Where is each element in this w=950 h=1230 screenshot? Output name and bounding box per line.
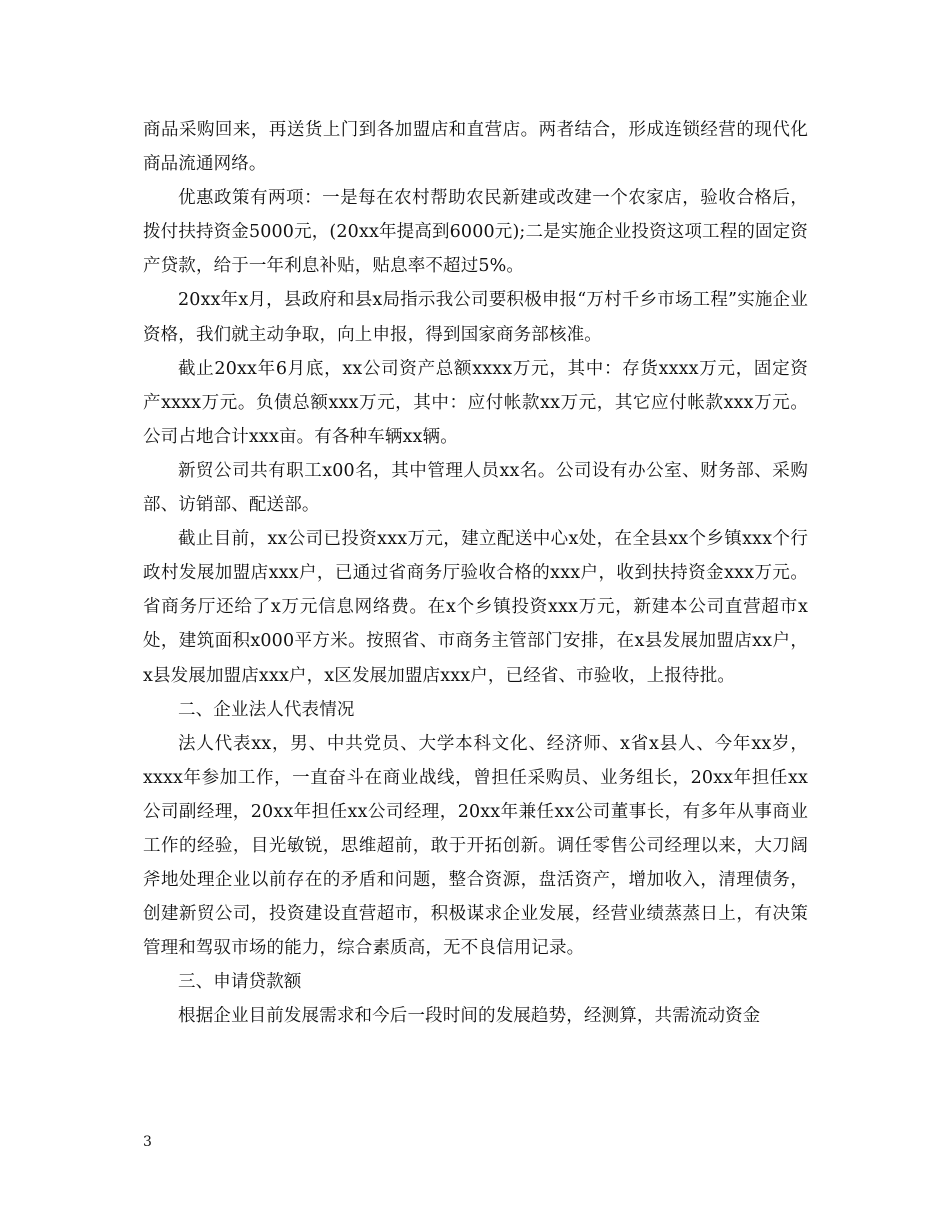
section-heading-loan-amount: 三、申请贷款额 (178, 972, 302, 993)
page-number: 3 (143, 1134, 152, 1150)
paragraph-assets: 截止20xx年6月底，xx公司资产总额xxxx万元，其中：存货xxxx万元，固定资产xxxx万元。负债总额xxx万元，其中：应付帐款xx万元，其它应付帐款xxx万元。公司占地合计xxx亩。有各种车辆xx辆。 (143, 358, 808, 447)
paragraph-preferential-policy: 优惠政策有两项：一是每在农村帮助农民新建或改建一个农家店，验收合格后，拨付扶持资金5000元，(20xx年提高到6000元);二是实施企业投资这项工程的固定资产贷款，给于一年利息补贴，贴息率不超过5%。 (143, 188, 808, 277)
paragraph-legal-representative: 法人代表xx，男、中共党员、大学本科文化、经济师、x省x县人、今年xx岁，xxxx年参加工作，一直奋斗在商业战线，曾担任采购员、业务组长，20xx年担任xx公司副经理，20xx年担任xx公司经理，20xx年兼任xx公司董事长，有多年从事商业工作的经验，目光敏锐，思维超前，敢于开拓创新。调任零售公司经理以来，大刀阔斧地处理企业以前存在的矛盾和问题，整合资源，盘活资产，增加收入，清理债务，创建新贸公司，投资建设直营超市，积极谋求企业发展，经营业绩蒸蒸日上，有决策管理和驾驭市场的能力，综合素质高，无不良信用记录。 (143, 733, 808, 959)
paragraph-continuation: 商品采购回来，再送货上门到各加盟店和直营店。两者结合，形成连锁经营的现代化商品流通网络。 (143, 120, 808, 175)
paragraph-application: 20xx年x月，县政府和县x局指示我公司要积极申报“万村千乡市场工程”实施企业资格，我们就主动争取，向上申报，得到国家商务部核准。 (143, 290, 808, 345)
document-body (143, 113, 808, 1034)
section-heading-legal-representative: 二、企业法人代表情况 (178, 699, 355, 720)
paragraph-loan-amount: 根据企业目前发展需求和今后一段时间的发展趋势，经测算，共需流动资金 (178, 1006, 761, 1027)
paragraph-investment: 截止目前，xx公司已投资xxx万元，建立配送中心x处，在全县xx个乡镇xxx个行政村发展加盟店xxx户，已通过省商务厅验收合格的xxx户，收到扶持资金xxx万元。省商务厅还给了x万元信息网络费。在x个乡镇投资xxx万元，新建本公司直营超市x处，建筑面积x000平方米。按照省、市商务主管部门安排，在x县发展加盟店xx户，x县发展加盟店xxx户，x区发展加盟店xxx户，已经省、市验收，上报待批。 (143, 529, 808, 686)
paragraph-staff: 新贸公司共有职工x00名，其中管理人员xx名。公司设有办公室、财务部、采购部、访销部、配送部。 (143, 460, 808, 516)
